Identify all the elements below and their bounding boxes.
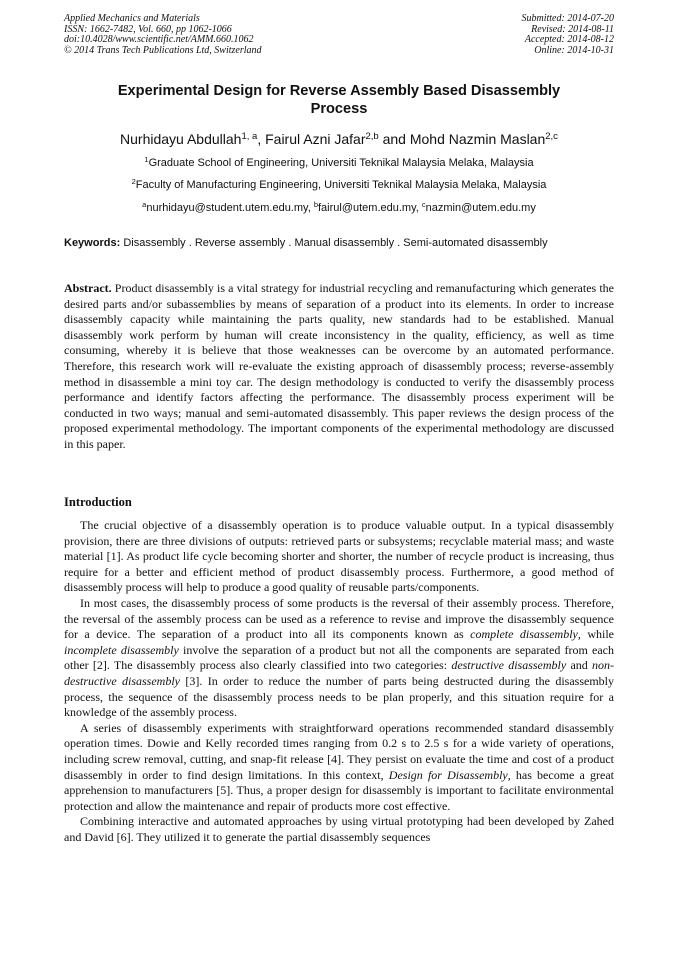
body-paragraph <box>64 721 614 815</box>
paragraph-text: [3]. In order to reduce the number of parts being destructed during the disassembly process, the sequence of the disassembly process needs to be plan properly, and this situation require for a knowledge of the assembly process. <box>64 673 614 720</box>
body-paragraph <box>64 814 614 845</box>
journal-name: Applied Mechanics and Materials <box>64 13 200 24</box>
author-separator: , <box>257 131 266 147</box>
body-paragraph <box>64 518 614 596</box>
journal-header-right <box>522 14 615 56</box>
abstract <box>64 281 614 453</box>
email-address: nurhidayu@student.utem.edu.my, <box>146 202 314 214</box>
author-name: Mohd Nazmin Maslan <box>409 131 546 147</box>
title-line-2: Process <box>310 101 368 117</box>
email-marker: a <box>142 199 147 209</box>
submitted-date: Submitted: 2014-07-20 <box>521 13 614 24</box>
paragraph-text: involve the separation of a product but not all the components are separated from each other [2]. The disassembly process also clearly classified into two categories: <box>64 642 614 673</box>
title-line-1: Experimental Design for Reverse Assembly Based Disassembly <box>117 83 561 99</box>
affiliation-1-text: Graduate School of Engineering, Universiti Teknikal Malaysia Melaka, Malaysia <box>148 157 534 169</box>
introduction-body <box>64 518 614 845</box>
email-address: fairul@utem.edu.my, <box>317 202 422 214</box>
email-marker: c <box>421 199 426 209</box>
keywords <box>64 236 614 251</box>
italic-term: non-destructive disassembly <box>64 658 615 688</box>
paragraph-text: Combining interactive and automated approaches by using virtual prototyping had been developed by Zahed and David [6]. They utilized it to generate the partial disassembly sequences <box>64 814 614 844</box>
email-marker: b <box>313 199 318 209</box>
email-address: nazmin@utem.edu.my <box>425 202 536 214</box>
italic-term: incomplete disassembly <box>64 642 179 657</box>
paragraph-text: The crucial objective of a disassembly operation is to produce valuable output. In a typical disassembly provision, there are three divisions of outputs: retrieved parts or subsystems; recyclable material mass; and waste material [1]. As product life cycle becoming shorter and shorter, the number of recycle product is increasing, thus require for a better and efficient method of product disassembly process. Furthermore, a good method of disassembly process will help to produce a good quality of reusable parts/components. <box>64 518 614 595</box>
abstract-label: Abstract. <box>64 281 112 295</box>
author-list <box>64 130 614 148</box>
author-affiliation-marker: 1, a <box>241 130 258 142</box>
author-affiliation-marker: 2,c <box>545 130 558 142</box>
paragraph-text: A series of disassembly experiments with straightforward operations recommended standard disassembly operation times. Dowie and Kelly recorded times ranging from 0.2 s to 2.5 s for a wide variety of operations, including screw removal, cutting, and snap-fit release [4]. They persist on evaluate the time and cost of a product disassembly in order to find design limitations. In this context, <box>64 720 614 782</box>
affiliation-1 <box>64 156 614 170</box>
author-separator: and <box>378 131 410 147</box>
italic-term: complete disassembly <box>470 627 578 642</box>
author-name: Nurhidayu Abdullah <box>120 131 242 147</box>
keywords-text: Disassembly . Reverse assembly . Manual disassembly . Semi-automated disassembly <box>123 237 548 249</box>
paper-title <box>64 82 614 118</box>
abstract-text: Product disassembly is a vital strategy for industrial recycling and remanufacturing which generates the desired parts and/or subassemblies by means of separation of a product into its elements. In order to increase disassembly capacity while maintaining the parts quality, new standards had to be established. Manual disassembly work perform by human will create inconsistency in the quality, efficiency, as well as time consuming, whereby it is believe that those weaknesses can be overcome by an automated performance. Therefore, this research work will re-evaluate the existing approach of disassembly process; reverse-assembly method in disassemble a mini toy car. The design methodology is conducted to verify the disassembly process performance and identify factors affecting the performance. The disassembly process experiment will be conducted in two ways; manual and semi-automated disassembly. This paper reviews the design process of the proposed experimental methodology. The important components of the experimental methodology are discussed in this paper. <box>64 281 615 451</box>
affiliation-2-marker: 2 <box>131 176 136 186</box>
paragraph-text: and <box>566 658 593 673</box>
affiliation-1-marker: 1 <box>144 154 149 164</box>
doi-line: doi:10.4028/www.scientific.net/AMM.660.1062 <box>64 34 254 46</box>
online-date: Online: 2014-10-31 <box>534 44 614 56</box>
affiliation-2-text: Faculty of Manufacturing Engineering, Universiti Teknikal Malaysia Melaka, Malaysia <box>135 179 547 191</box>
copyright-line: © 2014 Trans Tech Publications Ltd, Switzerland <box>64 44 262 56</box>
body-paragraph <box>64 596 614 721</box>
author-affiliation-marker: 2,b <box>365 130 379 142</box>
introduction-heading: Introduction <box>64 495 132 509</box>
paragraph-text: , while <box>577 627 614 642</box>
paragraph-text: , has become a great apprehension to manufacturers [5]. Thus, a proper design for disassembly is important to facilitate environmental protection and allow the maintenance and repair of products more cost effective. <box>64 767 614 813</box>
revised-date: Revised: 2014-08-11 <box>531 23 614 35</box>
italic-term: Design for Disassembly <box>388 767 508 782</box>
issn-line: ISSN: 1662-7482, Vol. 660, pp 1062-1066 <box>64 23 232 35</box>
keywords-label: Keywords: <box>64 237 121 249</box>
author-name: Fairul Azni Jafar <box>265 131 366 147</box>
italic-term: destructive disassembly <box>451 658 567 673</box>
affiliation-2 <box>64 178 614 192</box>
paragraph-text: In most cases, the disassembly process of some products is the reversal of their assembly process. Therefore, the reversal of the assembly process can be used as a reference to revise and improve the disassembly sequence for a device. The separation of a product into all its components known as <box>64 595 614 642</box>
email-line <box>64 201 614 215</box>
journal-header-left <box>64 14 262 56</box>
accepted-date: Accepted: 2014-08-12 <box>524 34 614 46</box>
